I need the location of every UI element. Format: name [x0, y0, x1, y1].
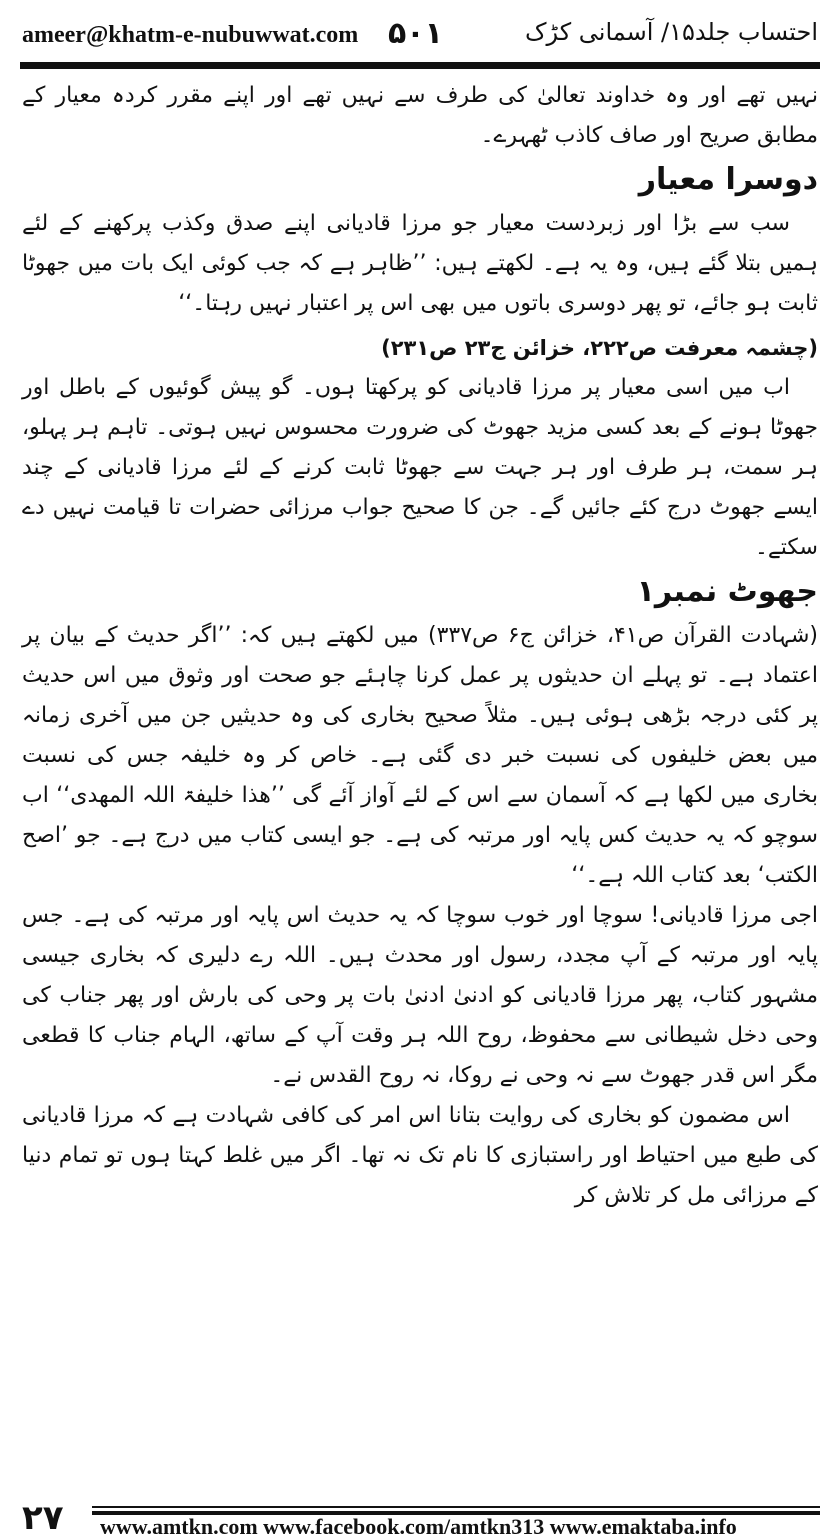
paragraph-1: نہیں تھے اور وہ خداوند تعالیٰ کی طرف سے نہیں تھے اور اپنے مقرر کردہ معیار کے مطابق صریح اور صاف کاذب ٹھہرے۔ [22, 83, 818, 148]
header-email: ameer@khatm-e-nubuwwat.com [22, 22, 359, 48]
paragraph-6: اس مضمون کو بخاری کی روایت بتانا اس امر کی کافی شہادت ہے کہ مرزا قادیانی کی طبع میں احتیاط اور راستبازی کا نام تک نہ تھا۔ اگر میں غلط کہتا ہوں تو تمام دنیا کے مرزائی مل کر تلاش کر [22, 1103, 818, 1208]
header-title: احتساب جلد۱۵/ آسمانی کڑک [525, 18, 818, 46]
header-rule [20, 62, 820, 69]
heading-second-criterion: دوسرا معیار [638, 162, 818, 197]
heading-lie-1: جھوٹ نمبر۱ [636, 574, 818, 609]
paragraph-5: اجی مرزا قادیانی! سوچا اور خوب سوچا کہ یہ حدیث اس پایہ اور مرتبہ کی ہے۔ جس پایہ اور مرتبہ کے آپ مجدد، رسول اور محدث ہیں۔ اللہ رے دلیری کہ بخاری جیسی مشہور کتاب، پھر مرزا قادیانی کو ادنیٰ ادنیٰ بات پر وحی کی بارش اور پھر جناب کی وحی دخل شیطانی سے محفوظ، روح اللہ ہر وقت آپ کے ساتھ، الہام جناب کا قطعی مگر اس قدر جھوٹ سے نہ وحی نے روکا، نہ روح القدس نے۔ [22, 903, 818, 1088]
paragraph-3: اب میں اسی معیار پر مرزا قادیانی کو پرکھتا ہوں۔ گو پیش گوئیوں کے باطل اور جھوٹا ہونے کے بعد کسی مزید جھوٹ کی ضرورت محسوس نہیں ہوتی۔ تاہم ہر پہلو، ہر سمت، ہر طرف اور ہر جہت سے جھوٹا ثابت کرنے کے لئے مرزا قادیانی کے چند ایسے جھوٹ درج کئے جائیں گے۔ جن کا صحیح جواب مرزائی حضرات تا قیامت نہیں دے سکتے۔ [22, 375, 818, 560]
footer-page-number: ۲۷ [22, 1498, 64, 1538]
header-page-label: ۵۰۱ [388, 16, 443, 51]
paragraph-2: سب سے بڑا اور زبردست معیار جو مرزا قادیانی اپنے صدق وکذب پرکھنے کے لئے ہمیں بتلا گئے ہیں، وہ یہ ہے۔ لکھتے ہیں: ’’ظاہر ہے کہ جب کوئی ایک بات میں جھوٹا ثابت ہو جائے، تو پھر دوسری باتوں میں بھی اس پر اعتبار نہیں رہتا۔‘‘ [22, 211, 818, 316]
page-footer [0, 1498, 840, 1540]
page-body [22, 76, 818, 1216]
footer-links: www.amtkn.com www.facebook.com/amtkn313 www.emaktaba.info [100, 1514, 737, 1539]
paragraph-4: (شہادت القرآن ص۴۱، خزائن ج۶ ص۳۳۷) میں لکھتے ہیں کہ: ’’اگر حدیث کے بیان پر اعتماد ہے۔ تو پہلے ان حدیثوں پر عمل کرنا چاہئے جو صحت اور وثوق میں اس حدیث پر کئی درجہ بڑھی ہوئی ہیں۔ مثلاً صحیح بخاری کی وہ حدیثیں جن میں آخری زمانہ میں بعض خلیفوں کی نسبت خبر دی گئی ہے۔ خاص کر وہ خلیفہ جس کی نسبت بخاری میں لکھا ہے کہ آسمان سے اس کے لئے آواز آئے گی ’’ھذا خلیفۃ اللہ المھدی‘‘ اب سوچو کہ یہ حدیث کس پایہ اور مرتبہ کی ہے۔ جو ایسی کتاب میں درج ہے۔ جو ’اصح الکتب‘ بعد کتاب اللہ ہے۔‘‘ [22, 623, 818, 888]
page-header [0, 0, 840, 62]
reference-1: (چشمہ معرفت ص۲۲۲، خزائن ج۲۳ ص۲۳۱) [381, 336, 818, 360]
footer-rule-thin [92, 1506, 820, 1508]
